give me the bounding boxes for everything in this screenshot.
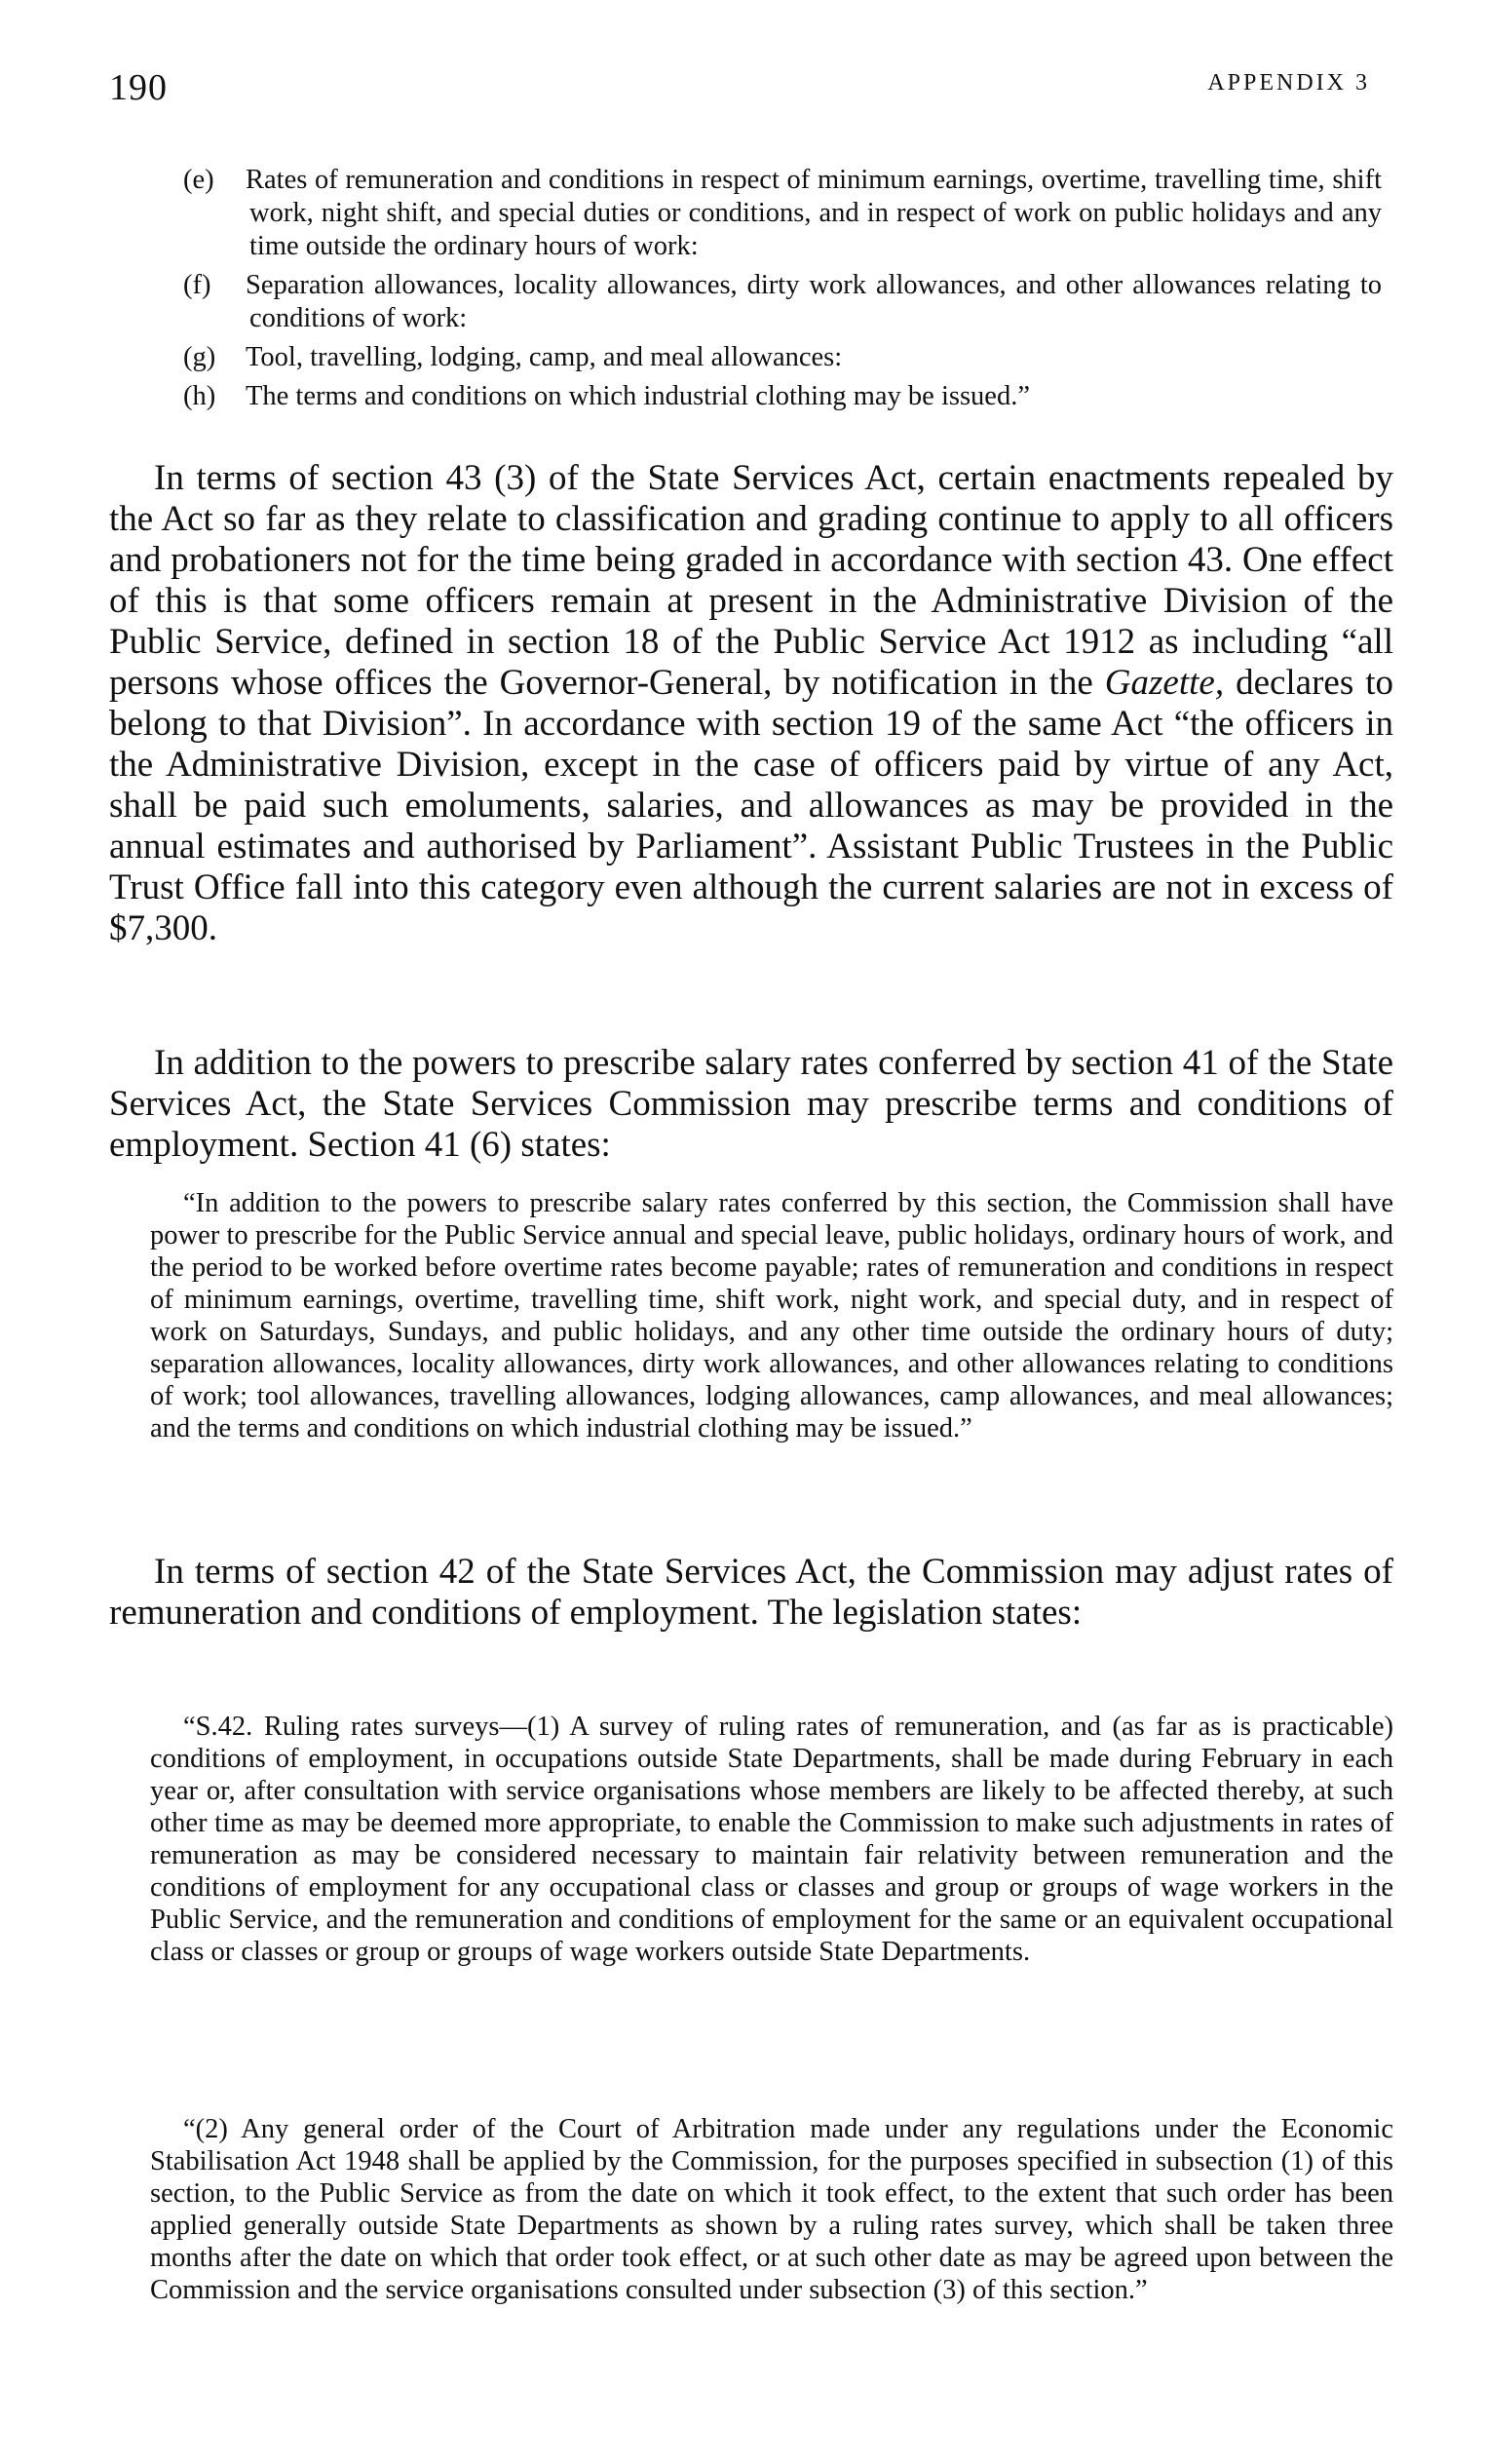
- quote-text: “S.42. Ruling rates surveys—(1) A survey of ruling rates of remuneration, and (as far as is practicable) conditions of employment, in occupations outside State Departments, shall be made during February in each year or, after consultation with service organisations whose members are likely to be affected thereby, at such other time as may be deemed more appropriate, to enable the Commission to make such adjustments in rates of remuneration as may be considered necessary to maintain fair relativity between remuneration and the conditions of employment for any occupational class or classes and group or groups of wage workers in the Public Service, and the remuneration and conditions of employment for the same or an equivalent occupational class or classes or group or groups of wage workers outside State Departments.: [150, 1712, 1393, 1967]
- paragraph-text: In addition to the powers to prescribe salary rates conferred by section 41 of the State Services Act, the State Services Commission may prescribe terms and conditions of employment. Section 41 (6) states:: [109, 1043, 1393, 1165]
- paragraph-section-41: [109, 1043, 1393, 1166]
- list-item-text: Rates of remuneration and conditions in respect of minimum earnings, overtime, travelling time, shift work, night shift, and special duties or conditions, and in respect of work on public holidays and any time outside the ordinary hours of work:: [246, 165, 1382, 261]
- list-item: [183, 380, 1382, 413]
- gazette-italic: Gazette,: [1104, 663, 1225, 703]
- list-item: [183, 341, 1382, 374]
- paragraph-text: In terms of section 43 (3) of the State Services Act, certain enactments repealed by the Act so far as they relate to classification and grading continue to apply to all officers and probationers not for the time being graded in accordance with section 43. One effect of this is that some officers remain at present in the Administrative Division of the Public Service, defined in section 18 of the Public Service Act 1912 as including “all persons whose offices the Governor-General, by notification in the: [109, 458, 1393, 703]
- page-number: 190: [109, 67, 168, 108]
- paragraph-text: In terms of section 42 of the State Services Act, the Commission may adjust rates of remuneration and conditions of employment. The legislation states:: [109, 1552, 1393, 1633]
- paragraph-text: declares to belong to that Division”. In accordance with section 19 of the same Act “the officers in the Administrative Division, except in the case of officers paid by virtue of any Act, shall be paid such emoluments, salaries, and allowances as may be provided in the annual estimates and authorised by Parliament”. Assistant Public Trustees in the Public Trust Office fall into this category even although the current salaries are not in excess of $7,300.: [109, 663, 1394, 948]
- quote-s42-1: [150, 1711, 1393, 1968]
- paragraph-section-42: [109, 1552, 1393, 1634]
- list-item-label: (f): [183, 270, 211, 300]
- paragraph-section-43: [109, 458, 1393, 949]
- list-item-text: Tool, travelling, lodging, camp, and meal allowances:: [246, 342, 843, 372]
- quote-section-41-6: [150, 1187, 1393, 1444]
- quote-s42-2: [150, 2113, 1393, 2306]
- quote-text: “(2) Any general order of the Court of Arbitration made under any regulations under the Economic Stabilisation Act 1948 shall be applied by the Commission, for the purposes specified in subsection (1) of this section, to the Public Service as from the date on which it took effect, to the extent that such order has been applied generally outside State Departments as shown by a ruling rates survey, which shall be taken three months after the date on which that order took effect, or at such other date as may be agreed upon between the Commission and the service organisations consulted under subsection (3) of this section.”: [150, 2114, 1393, 2305]
- allowance-list: [183, 164, 1382, 419]
- quote-text: “In addition to the powers to prescribe salary rates conferred by this section, the Commission shall have power to prescribe for the Public Service annual and special leave, public holidays, ordinary hours of work, and the period to be worked before overtime rates become payable; rates of remuneration and conditions in respect of minimum earnings, overtime, travelling time, shift work, night work, and special duty, and in respect of work on Saturdays, Sundays, and public holidays, and any other time outside the ordinary hours of duty; separation allowances, locality allowances, dirty work allowances, and other allowances relating to conditions of work; tool allowances, travelling allowances, lodging allowances, camp allowances, and meal allowances; and the terms and conditions on which industrial clothing may be issued.”: [150, 1188, 1393, 1444]
- running-head: APPENDIX 3: [1207, 70, 1370, 96]
- list-item-text: Separation allowances, locality allowances, dirty work allowances, and other allowances relating to conditions of work:: [246, 270, 1382, 333]
- list-item-label: (e): [183, 165, 214, 195]
- list-item-label: (g): [183, 342, 216, 372]
- list-item: [183, 164, 1382, 263]
- list-item-text: The terms and conditions on which industrial clothing may be issued.”: [246, 381, 1030, 411]
- list-item: [183, 269, 1382, 335]
- list-item-label: (h): [183, 381, 216, 411]
